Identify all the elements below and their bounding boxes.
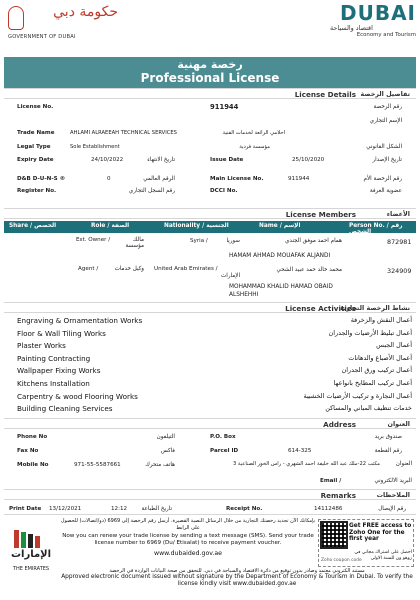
address-title: Address: [323, 420, 356, 429]
members-column-header: [4, 221, 416, 233]
license-no-value: 911944: [210, 103, 239, 111]
address-header: [4, 418, 416, 429]
license-details-title-ar: تفاصيل الرخصة: [360, 90, 410, 98]
renewal-notice: [60, 518, 316, 557]
remarks-title-ar: الملاحظات: [376, 491, 410, 499]
trade-name-label-ar: الإسم التجاري: [369, 118, 402, 124]
member-name-ar: همام احمد موفق الجندي: [285, 238, 342, 244]
dubai-logo: [330, 2, 416, 48]
approval-note: [60, 568, 414, 588]
zoho-promo-text: Get FREE access to Zoho One for the first year: [349, 523, 412, 543]
zoho-promo: [318, 519, 414, 567]
member-role-ar: وكيل خدمات: [114, 266, 144, 272]
print-date-label-ar: تاريخ الطباعة: [141, 506, 172, 512]
legal-type-label-ar: الشكل القانوني: [366, 144, 402, 150]
approval-note-ar: مستند الكتروني معتمد وصادر بدون توقيع من دائرة الاقتصاد والسياحة في دبي. للتحقق من صحة البيانات الواردة في الرخصة: [109, 568, 365, 574]
dcci-no-label-ar: عضوية الغرفة: [369, 188, 402, 194]
activity-item: Engraving & Ornamentation Works: [17, 316, 143, 325]
pobox-label: P.O. Box: [210, 434, 236, 440]
members-title-ar: الأعضاء: [386, 210, 410, 218]
duns-label: D&B D-U-N-S ®: [17, 176, 66, 182]
address-value-ar: مكتب 22-ملك عبد الله خليفة احمد الشهري - راس الخور الصناعية 3: [232, 461, 380, 467]
legal-type-value-ar: مؤسسة فردية: [239, 144, 270, 150]
zoho-coupon-code: Zoho coupon code: [321, 558, 362, 563]
expiry-date-label: Expiry Date: [17, 157, 54, 163]
col-name: Name / الإسم: [259, 223, 301, 229]
activity-item-ar: أعمال النجارة و تركيب الأرضيات الخشبية: [303, 391, 412, 400]
mobile-label: Mobile No: [17, 462, 49, 468]
address-label-ar: العنوان: [395, 461, 412, 467]
emirates-name-ar: الإمارات: [10, 549, 52, 560]
zoho-qr-code: [322, 523, 346, 547]
trade-name-value: AHLAMI ALRAEEAH TECHNICAL SERVICES: [70, 130, 177, 136]
activity-item: Carpentry & wood Flooring Works: [17, 391, 138, 401]
license-no-label: License No.: [17, 104, 54, 110]
remarks-title: Remarks: [320, 491, 356, 500]
members-title: License Members: [285, 210, 356, 219]
print-date-value: 13/12/2021: [49, 506, 82, 512]
government-name-ar: حكومة دبي: [53, 4, 118, 20]
license-no-label-ar: رقم الرخصة: [373, 104, 402, 110]
member-nationality-ar: سوريا: [226, 238, 240, 244]
fax-label: Fax No: [17, 448, 39, 454]
register-no-label-ar: رقم السجل التجاري: [128, 188, 175, 194]
dubaided-link[interactable]: www.dubaided.gov.ae: [154, 550, 222, 558]
mobile-label-ar: هاتف متحرك: [145, 462, 175, 468]
activity-item: Wallpaper Fixing Works: [17, 366, 101, 376]
member-person-no: 324909: [387, 267, 412, 275]
department-name-ar: اقتصاد والسياحة: [330, 24, 373, 32]
print-row: [4, 504, 416, 515]
activity-item: Plaster Works: [17, 341, 66, 351]
renewal-notice-ar: بإمكانك الآن تجديد رخصتك التجارية من خلال الرسائل النصية القصيرة. أرسل رقم الرخصة إلى 6969 (دو/اتصالات) للحصول على الرابط: [60, 518, 316, 531]
legal-type-label: Legal Type: [17, 144, 51, 150]
renewal-notice-en: Now you can renew your trade license by sending a text message (SMS). Send your trade license number to 6969 (Du/ Etisalat) to receive payment voucher.: [62, 533, 314, 546]
pobox-label-ar: صندوق بريد: [374, 434, 402, 440]
email-label: Email /: [320, 478, 342, 484]
license-details-header: [4, 88, 416, 99]
print-date-label: Print Date: [9, 506, 42, 512]
activity-item-ar: أعمال تركيب ورق الجدران: [341, 366, 412, 375]
receipt-no-value: 14112486: [314, 506, 343, 512]
email-label-ar: البريد الالكتروني: [374, 478, 412, 484]
emirates-name-en: THE EMIRATES: [12, 566, 50, 572]
expiry-date-value: 24/10/2022: [91, 157, 124, 163]
col-role: Role / الصفة: [91, 223, 130, 229]
legal-type-value: Sole Establishment: [70, 144, 120, 150]
emirates-logo: [6, 530, 56, 578]
phone-label-ar: التيلفون: [156, 434, 175, 440]
member-nationality: Syria /: [190, 238, 208, 244]
main-license-value: 911944: [288, 176, 310, 182]
trade-name-label: Trade Name: [17, 130, 55, 136]
activities-header: [4, 302, 416, 313]
department-name-en: Economy and Tourism: [356, 32, 416, 38]
parcel-label-ar: رقم القطعة: [374, 448, 402, 454]
receipt-no-label: Receipt No.: [226, 506, 263, 512]
zoho-promo-text-ar: احصل على اشتراك مجاني في زوهو ون للسنة الاولى: [354, 550, 412, 561]
activity-item-ar: أعمال النقش والزخرفة: [350, 316, 412, 324]
member-role-ar: مالك مؤسسة: [125, 237, 144, 249]
register-no-label: Register No.: [17, 188, 57, 194]
member-role: Agent /: [78, 266, 99, 272]
expiry-date-label-ar: تاريخ الانتهاء: [147, 157, 175, 163]
activity-item-ar: أعمال الأصباغ والدهانات: [348, 353, 412, 362]
approval-note-en: Approved electronic document issued without signature by the Department of Economy & Tourism in Dubai. To verify the license kindly visit www.dubaided.gov.ae: [61, 574, 413, 587]
activity-item: Building Cleaning Services: [17, 404, 113, 414]
government-name-en: GOVERNMENT OF DUBAI: [8, 34, 76, 40]
title-band: [4, 57, 416, 88]
main-license-label: Main License No.: [210, 176, 264, 182]
license-details-title: License Details: [294, 90, 356, 99]
parcel-label: Parcel ID: [210, 448, 239, 454]
member-nationality: United Arab Emirates /: [154, 266, 218, 272]
duns-label-ar: الرقم العالمي: [143, 176, 175, 182]
activity-item-ar: أعمال الجبس: [376, 341, 412, 350]
duns-value: 0: [107, 176, 111, 182]
parcel-value: 614-325: [288, 448, 312, 454]
table-row: [4, 260, 416, 304]
activities-title-ar: نشاط الرخصة التجارية: [340, 304, 410, 312]
dubai-wordmark: DUBAI: [339, 1, 416, 25]
activity-item: Painting Contracting: [17, 353, 91, 363]
issue-date-label: Issue Date: [210, 157, 244, 163]
activities-title: License Activities: [285, 304, 356, 313]
emblem-icon: [8, 6, 24, 30]
title-en: Professional License: [140, 71, 280, 85]
receipt-no-label-ar: رقم الإيصال: [378, 506, 406, 512]
col-share: Share / الحصص: [9, 223, 57, 229]
activity-item-ar: أعمال تركيب المطابخ بانواعها: [333, 379, 412, 387]
remarks-header: [4, 489, 416, 500]
mobile-value: 971-55-5587661: [74, 462, 121, 468]
issue-date-label-ar: تاريخ الإصدار: [372, 157, 402, 163]
col-nationality: Nationality / الجنسية: [164, 223, 229, 229]
main-license-label-ar: رقم الرخصة الأم: [363, 176, 402, 182]
emirates-flag-icon: [14, 530, 46, 548]
trade-name-value-ar: احلامي الرائعة لخدمات الفنية: [222, 130, 285, 136]
member-person-no: 872981: [387, 238, 412, 246]
address-title-ar: العنوان: [387, 420, 410, 428]
member-name: HAMAM AHMAD MOUAFAK ALJANDI: [229, 253, 331, 259]
activity-item-ar: خدمات تنظيف المباني والمساكن: [325, 404, 412, 413]
member-name: MOHAMMAD KHALID HAMAD OBAID ALSHEHHI: [229, 284, 333, 298]
dcci-no-label: DCCI No.: [210, 188, 238, 194]
issue-date-value: 25/10/2020: [292, 157, 325, 163]
members-header: [4, 208, 416, 219]
member-role: Est. Owner /: [76, 237, 111, 243]
member-nationality-ar: الإمارات: [221, 273, 240, 279]
activity-item-ar: أعمال تبليط الأرضيات والجدران: [328, 328, 412, 337]
activity-item: Kitchens Installation: [17, 379, 90, 388]
print-time-value: 12:12: [111, 506, 128, 512]
col-person-no: Person No. / رقم الشخص: [349, 223, 403, 235]
activity-item: Floor & Wall Tiling Works: [17, 328, 106, 338]
government-logo: [8, 4, 120, 44]
phone-label: Phone No: [17, 434, 48, 440]
member-name-ar: محمد خالد حمد عبيد الشحي: [276, 267, 342, 273]
title-ar: رخصة مهنية: [177, 58, 243, 71]
fax-label-ar: فاكس: [160, 448, 175, 454]
